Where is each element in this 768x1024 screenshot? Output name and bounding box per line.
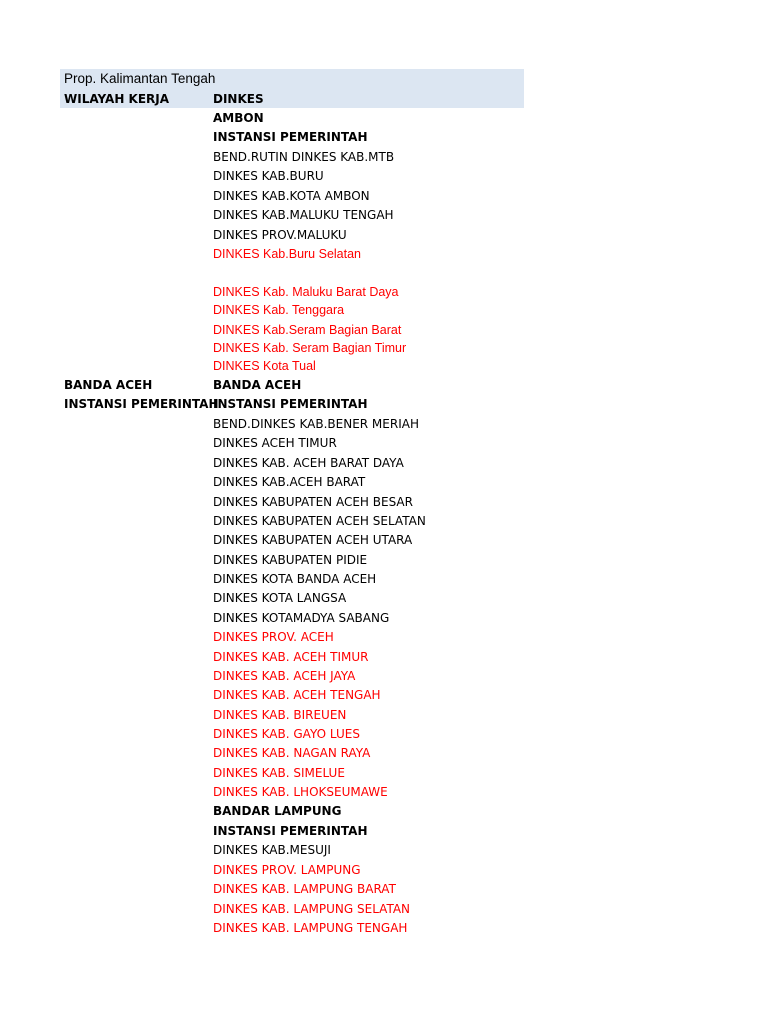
dinkes-cell: DINKES Kab.Buru Selatan — [213, 247, 361, 261]
sheet-title: Prop. Kalimantan Tengah — [64, 71, 216, 86]
dinkes-cell: DINKES KAB. LAMPUNG TENGAH — [213, 921, 408, 935]
dinkes-cell: DINKES KAB. GAYO LUES — [213, 727, 360, 741]
dinkes-cell: DINKES KAB. ACEH TENGAH — [213, 688, 381, 702]
dinkes-cell: DINKES KAB.BURU — [213, 169, 324, 183]
header-dinkes: DINKES — [213, 92, 264, 106]
dinkes-cell: DINKES Kab. Maluku Barat Daya — [213, 285, 399, 299]
dinkes-cell: DINKES ACEH TIMUR — [213, 436, 337, 450]
dinkes-cell: DINKES KABUPATEN ACEH BESAR — [213, 495, 413, 509]
dinkes-cell: DINKES PROV. ACEH — [213, 630, 334, 644]
wilayah-cell: BANDA ACEH — [64, 378, 153, 392]
dinkes-cell: DINKES KAB.MALUKU TENGAH — [213, 208, 394, 222]
dinkes-cell: DINKES KAB.ACEH BARAT — [213, 475, 366, 489]
dinkes-cell: DINKES Kota Tual — [213, 359, 316, 373]
dinkes-cell: DINKES KABUPATEN ACEH UTARA — [213, 533, 413, 547]
dinkes-cell: DINKES KAB. ACEH TIMUR — [213, 650, 369, 664]
dinkes-cell: DINKES KAB. LHOKSEUMAWE — [213, 785, 388, 799]
dinkes-cell: DINKES Kab.Seram Bagian Barat — [213, 323, 402, 337]
dinkes-cell: DINKES KAB.MESUJI — [213, 843, 331, 857]
dinkes-group-heading: INSTANSI PEMERINTAH — [213, 130, 368, 144]
dinkes-cell: DINKES KOTA LANGSA — [213, 591, 347, 605]
dinkes-cell: DINKES PROV.MALUKU — [213, 228, 347, 242]
wilayah-cell: INSTANSI PEMERINTAH — [64, 397, 219, 411]
header-wilayah-kerja: WILAYAH KERJA — [64, 92, 170, 106]
dinkes-cell: DINKES PROV. LAMPUNG — [213, 863, 361, 877]
dinkes-cell: DINKES KAB. BIREUEN — [213, 708, 347, 722]
dinkes-cell: DINKES Kab. Tenggara — [213, 303, 345, 317]
dinkes-cell: DINKES KAB. LAMPUNG BARAT — [213, 882, 396, 896]
dinkes-group-heading: AMBON — [213, 111, 264, 125]
dinkes-group-heading: BANDA ACEH — [213, 378, 302, 392]
dinkes-cell: DINKES KAB. LAMPUNG SELATAN — [213, 902, 411, 916]
dinkes-cell: DINKES KOTAMADYA SABANG — [213, 611, 390, 625]
dinkes-cell: DINKES KAB.KOTA AMBON — [213, 189, 370, 203]
dinkes-group-heading: BANDAR LAMPUNG — [213, 804, 342, 818]
dinkes-cell: DINKES KAB. SIMELUE — [213, 766, 345, 780]
dinkes-cell: BEND.DINKES KAB.BENER MERIAH — [213, 417, 419, 431]
dinkes-cell: DINKES KABUPATEN PIDIE — [213, 553, 368, 567]
dinkes-cell: DINKES KAB. ACEH BARAT DAYA — [213, 456, 404, 470]
dinkes-cell: BEND.RUTIN DINKES KAB.MTB — [213, 150, 395, 164]
dinkes-cell: DINKES KOTA BANDA ACEH — [213, 572, 377, 586]
dinkes-group-heading: INSTANSI PEMERINTAH — [213, 397, 368, 411]
dinkes-cell: DINKES KABUPATEN ACEH SELATAN — [213, 514, 426, 528]
dinkes-cell: DINKES Kab. Seram Bagian Timur — [213, 341, 407, 355]
dinkes-group-heading: INSTANSI PEMERINTAH — [213, 824, 368, 838]
dinkes-cell: DINKES KAB. ACEH JAYA — [213, 669, 356, 683]
dinkes-cell: DINKES KAB. NAGAN RAYA — [213, 746, 371, 760]
